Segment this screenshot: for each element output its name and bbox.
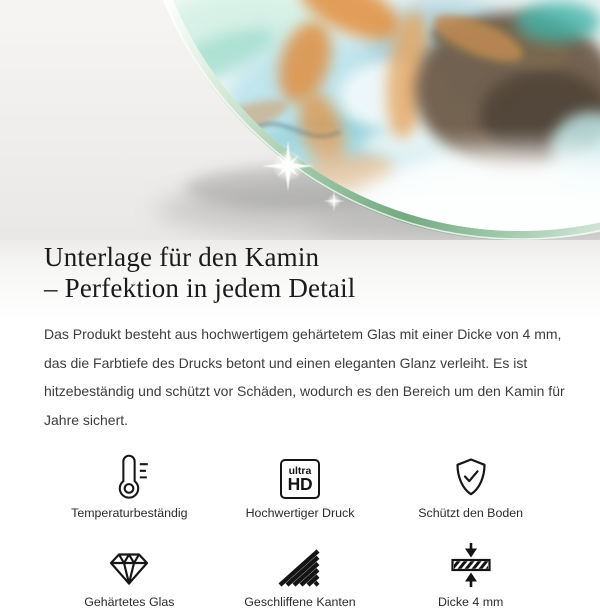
feature-label: Temperaturbeständig (71, 506, 188, 520)
title-line-1: Unterlage für den Kamin (44, 242, 320, 272)
diamond-icon-svg (106, 549, 152, 588)
feature-label: Dicke 4 mm (437, 595, 504, 609)
product-description-text: Das Produkt besteht aus hochwertigem gehärtetem Glas mit einer Dicke von 4 mm, das die Farbtiefe des Drucks betont und einen eleganten Glanz verleiht. Es ist hitzebeständig und schützt vor Schäden, wodurch es den Bereich um den Kamin für Jahre sichert. (44, 326, 565, 428)
features-grid (44, 451, 556, 609)
feature-print-quality (215, 451, 386, 520)
feature-label: Gehärtetes Glas (84, 595, 175, 609)
feature-floor-protection (385, 451, 556, 520)
ultra-hd-icon (280, 459, 320, 499)
glass-hearth-pad-photo (0, 0, 600, 240)
feature-label: Geschliffene Kanten (244, 595, 356, 609)
feature-label: Schützt den Boden (418, 506, 524, 520)
title-line-2: – Perfektion in jedem Detail (44, 273, 356, 303)
diamond-icon (44, 540, 215, 588)
shield-check-icon (385, 451, 556, 499)
product-info-section (0, 240, 600, 609)
ultra-hd-text-small: ultra (288, 465, 312, 477)
shield-check-icon-svg (451, 457, 491, 499)
thermometer-icon (44, 451, 215, 499)
polished-edges-icon-svg (277, 548, 323, 588)
thermometer-icon-svg (109, 452, 149, 499)
page-title (44, 240, 556, 304)
thickness-arrows-icon (385, 540, 556, 588)
feature-tempered-glass (44, 540, 215, 609)
feature-thickness (385, 540, 556, 609)
feature-polished-edges (215, 540, 386, 609)
product-image (0, 0, 600, 240)
feature-temperature-resistant (44, 451, 215, 520)
thickness-arrows-icon-svg (448, 542, 494, 588)
feature-label: Hochwertiger Druck (245, 506, 355, 520)
ultra-hd-text-large: HD (287, 474, 313, 494)
polished-edges-icon (215, 540, 386, 588)
